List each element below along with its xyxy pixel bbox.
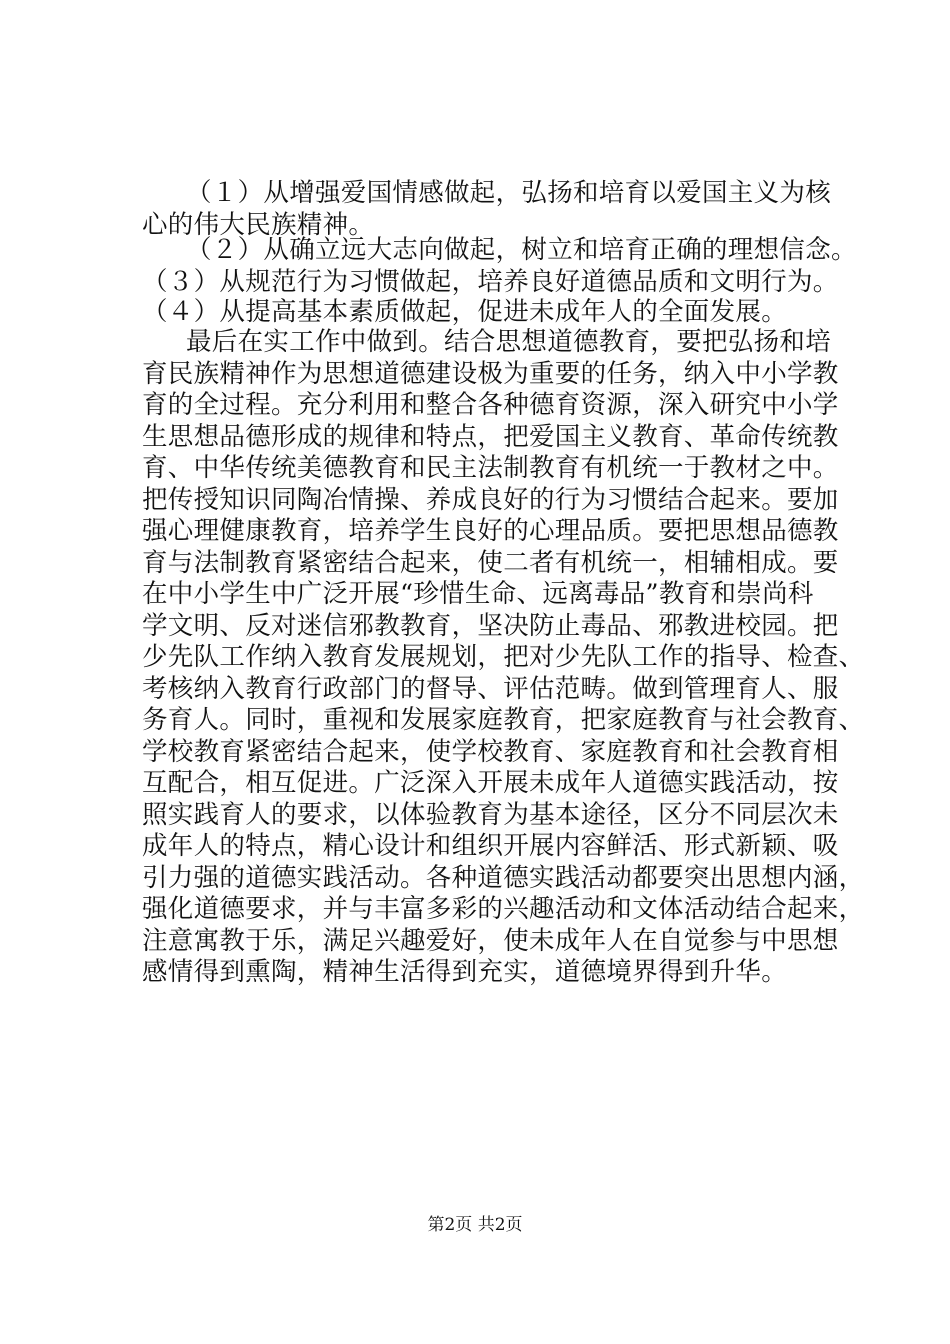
text-line-24: 强化道德要求，并与丰富多彩的兴趣活动和文体活动结合起来， <box>142 894 865 924</box>
text-line-3: （２）从确立远大志向做起，树立和培育正确的理想信念。 <box>186 235 857 265</box>
text-line-26: 感情得到熏陶，精神生活得到充实，道德境界得到升华。 <box>142 957 788 987</box>
text-line-5: （４）从提高基本素质做起，促进未成年人的全面发展。 <box>142 297 788 327</box>
text-line-19: 学校教育紧密结合起来，使学校教育、家庭教育和社会教育相 <box>142 737 839 767</box>
text-line-22: 成年人的特点，精心设计和组织开展内容鲜活、形式新颖、吸 <box>142 831 839 861</box>
text-line-10: 育、中华传统美德教育和民主法制教育有机统一于教材之中。 <box>142 453 839 483</box>
text-line-20: 互配合，相互促进。广泛深入开展未成年人道德实践活动，按 <box>142 768 839 798</box>
text-line-4: （３）从规范行为习惯做起，培养良好道德品质和文明行为。 <box>142 267 839 297</box>
text-line-18: 务育人。同时，重视和发展家庭教育，把家庭教育与社会教育、 <box>142 705 865 735</box>
text-line-1: （１）从增强爱国情感做起，弘扬和培育以爱国主义为核 <box>186 178 832 208</box>
text-line-16: 少先队工作纳入教育发展规划，把对少先队工作的指导、检查、 <box>142 642 865 672</box>
text-line-9: 生思想品德形成的规律和特点，把爱国主义教育、革命传统教 <box>142 422 839 452</box>
text-line-14: 在中小学生中广泛开展“珍惜生命、远离毒品”教育和崇尚科 <box>142 579 814 609</box>
text-line-25: 注意寓教于乐，满足兴趣爱好，使未成年人在自觉参与中思想 <box>142 926 839 956</box>
text-line-17: 考核纳入教育行政部门的督导、评估范畴。做到管理育人、服 <box>142 674 839 704</box>
text-line-12: 强心理健康教育，培养学生良好的心理品质。要把思想品德教 <box>142 516 839 546</box>
text-line-7: 育民族精神作为思想道德建设极为重要的任务，纳入中小学教 <box>142 359 839 389</box>
page-footer: 第2页 共2页 <box>427 1215 523 1235</box>
text-line-13: 育与法制教育紧密结合起来，使二者有机统一，相辅相成。要 <box>142 548 839 578</box>
text-line-2: 心的伟大民族精神。 <box>142 210 375 240</box>
text-line-15: 学文明、反对迷信邪教教育，坚决防止毒品、邪教进校园。把 <box>142 611 839 641</box>
text-line-8: 育的全过程。充分利用和整合各种德育资源，深入研究中小学 <box>142 390 839 420</box>
text-line-11: 把传授知识同陶冶情操、养成良好的行为习惯结合起来。要加 <box>142 485 839 515</box>
text-line-23: 引力强的道德实践活动。各种道德实践活动都要突出思想内涵， <box>142 863 865 893</box>
text-line-21: 照实践育人的要求，以体验教育为基本途径，区分不同层次未 <box>142 800 839 830</box>
text-line-6: 最后在实工作中做到。结合思想道德教育，要把弘扬和培 <box>186 327 832 357</box>
